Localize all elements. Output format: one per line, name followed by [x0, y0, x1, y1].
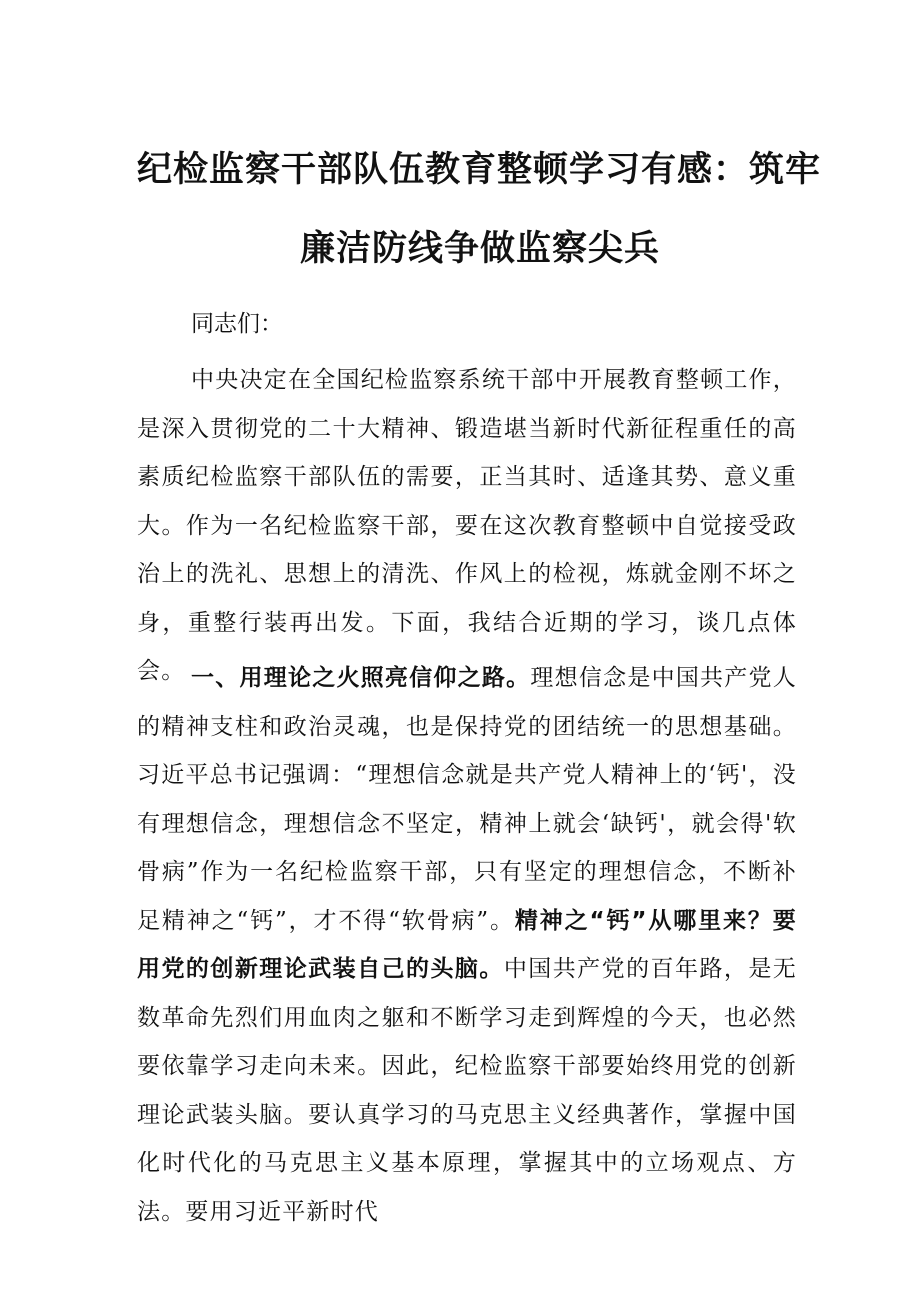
- paragraph-section-one: [137, 654, 797, 1236]
- document-title-line-2: 廉洁防线争做监察尖兵: [300, 229, 661, 269]
- salutation: 同志们：: [191, 311, 283, 337]
- section-one-text-part2: 中国共产党的百年路，是无数革命先烈们用血肉之躯和不断学习走到辉煌的今天，也必然要依靠学习走向未来。因此，纪检监察干部要始终用党的创新理论武装头脑。要认真学习的马克思主义经典著作，掌握中国化时代化的马克思主义基本原理，掌握其中的立场观点、方法。要用习近平新时代: [137, 956, 798, 1225]
- document-title-line-1: 纪检监察干部队伍教育整顿学习有感：筑牢: [137, 150, 822, 190]
- section-one-bold-question: 精神之“钙”从哪里来？要用党的创新理论武装自己的头脑。: [137, 907, 797, 982]
- section-one-text-part1: 理想信念是中国共产党人的精神支柱和政治灵魂，也是保持党的团结统一的思想基础。习近平总书记强调：“理想信念就是共产党人精神上的‘钙'，没有理想信念，理想信念不坚定，精神上就会‘缺钙'，就会得'软骨病”作为一名纪检监察干部，只有坚定的理想信念，不断补足精神之“钙”，才不得“软骨病”。: [137, 665, 797, 934]
- paragraph-intro: 中央决定在全国纪检监察系统干部中开展教育整顿工作，是深入贯彻党的二十大精神、锻造堪当新时代新征程重任的高素质纪检监察干部队伍的需要，正当其时、适逢其势、意义重大。作为一名纪检监察干部，要在这次教育整顿中自觉接受政治上的洗礼、思想上的清洗、作风上的检视，炼就金刚不坏之身，重整行装再出发。下面，我结合近期的学习，谈几点体会。: [137, 367, 797, 684]
- section-one-heading: 一、用理论之火照亮信仰之路。: [191, 665, 531, 691]
